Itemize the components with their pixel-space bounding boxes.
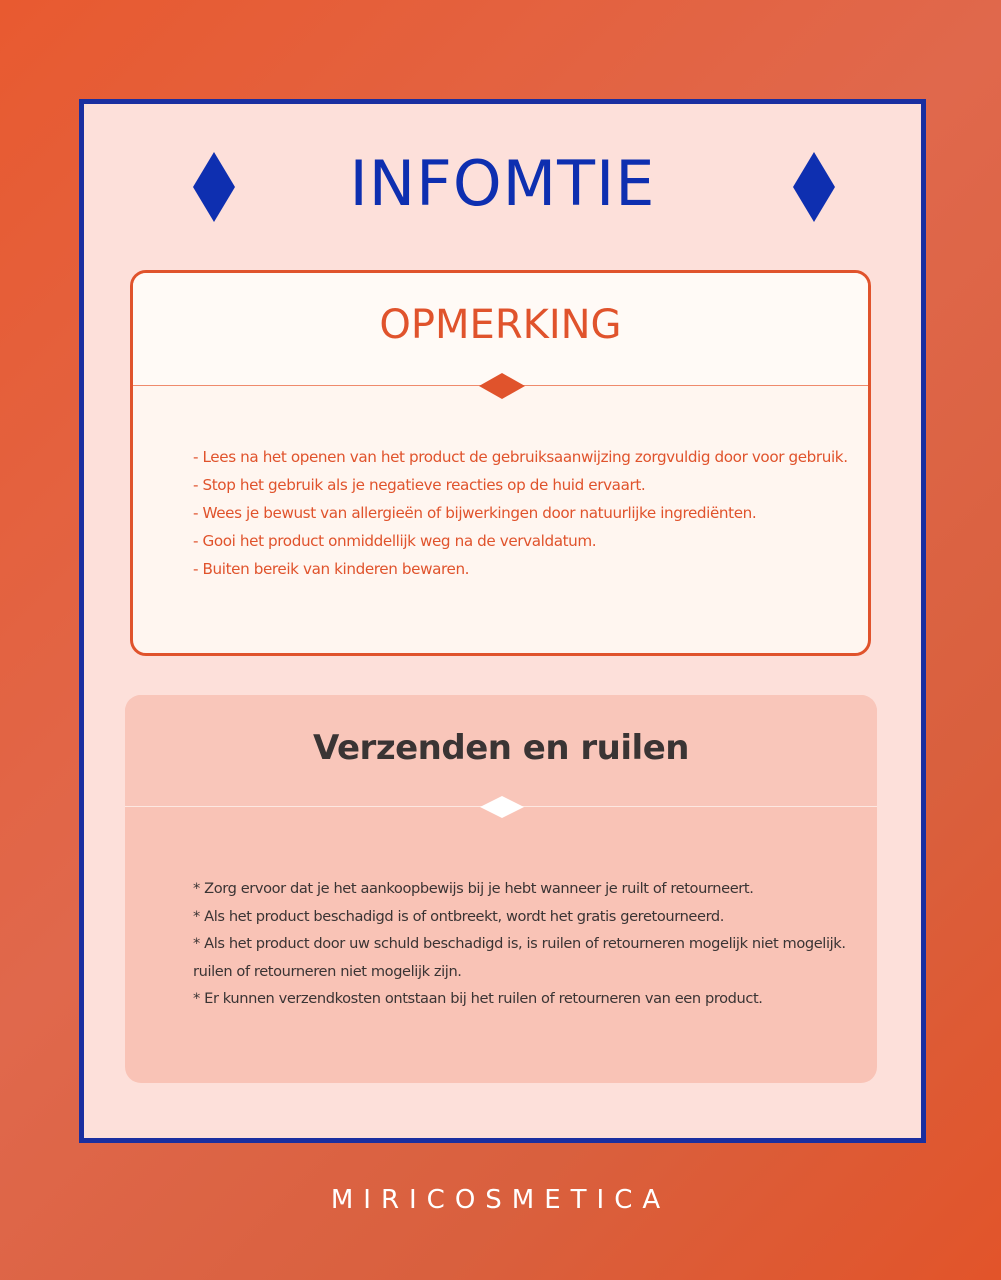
list-item: - Wees je bewust van allergieën of bijwerkingen door natuurlijke ingrediënten. [193, 504, 757, 522]
diamond-icon [793, 152, 835, 222]
list-item: * Als het product beschadigd is of ontbreekt, wordt het gratis geretourneerd. [193, 907, 725, 925]
list-item: * Er kunnen verzendkosten ontstaan bij het ruilen of retourneren van een product. [193, 990, 763, 1007]
list-item: - Gooi het product onmiddellijk weg na de vervaldatum. [193, 532, 597, 550]
diamond-icon [479, 373, 525, 399]
brand-name: MIRICOSMETICA [330, 1185, 671, 1215]
diamond-icon [480, 796, 524, 818]
notice-header [133, 273, 868, 386]
list-item: ruilen of retourneren niet mogelijk zijn. [193, 962, 462, 980]
shipping-header [125, 695, 877, 807]
notice-title: OPMERKING [379, 302, 622, 348]
list-item: - Stop het gebruik als je negatieve reacties op de huid ervaart. [193, 476, 646, 494]
list-item: - Lees na het openen van het product de gebruiksaanwijzing zorgvuldig door voor gebruik. [193, 448, 848, 466]
notice-card [130, 270, 871, 656]
list-item: * Zorg ervoor dat je het aankoopbewijs bij je hebt wanneer je ruilt of retourneert. [193, 880, 754, 897]
page-title: INFOMTIE [349, 147, 656, 220]
notice-list [193, 443, 848, 583]
shipping-card [125, 695, 877, 1083]
title-row [84, 104, 921, 269]
info-frame [79, 99, 926, 1143]
shipping-list [193, 875, 846, 1013]
shipping-title: Verzenden en ruilen [313, 728, 689, 768]
list-item: - Buiten bereik van kinderen bewaren. [193, 560, 470, 578]
list-item: * Als het product door uw schuld beschadigd is, is ruilen of retourneren mogelijk niet mogelijk. [193, 935, 846, 952]
